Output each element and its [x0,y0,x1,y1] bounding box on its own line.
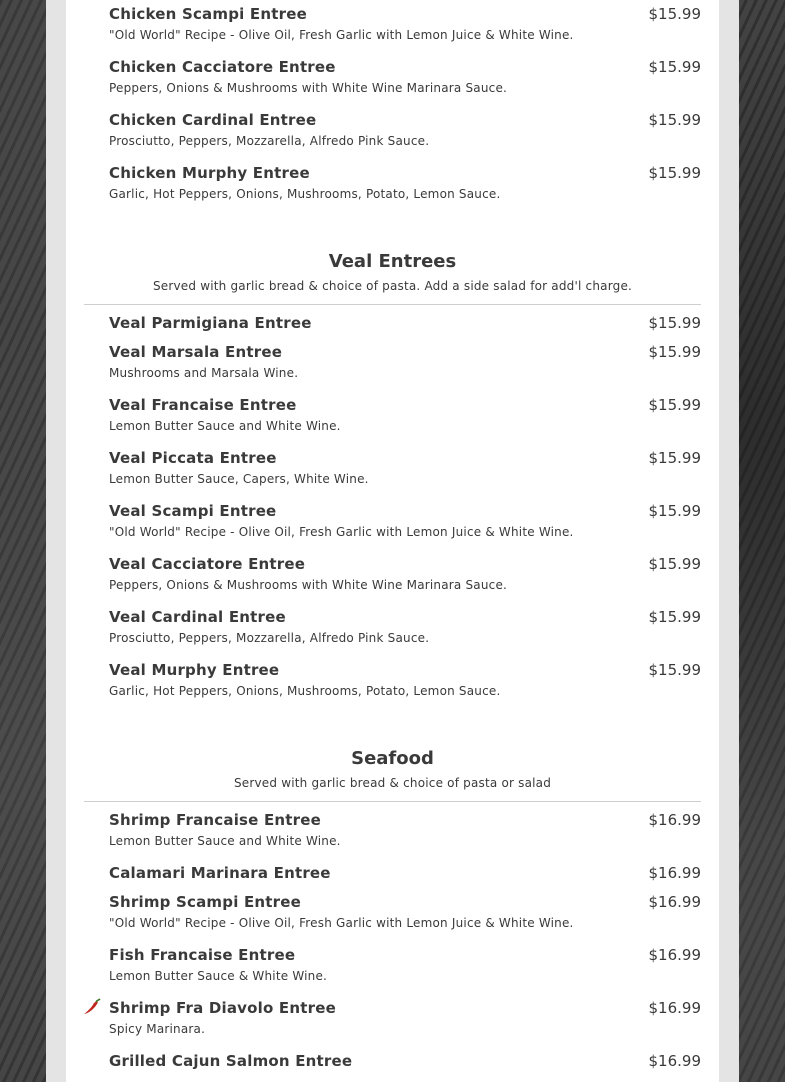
item-name: Chicken Cacciatore Entree [109,58,336,76]
item-description: "Old World" Recipe - Olive Oil, Fresh Garlic with Lemon Juice & White Wine. [109,525,574,539]
section-title: Seafood [351,748,434,769]
menu-item[interactable] [84,501,701,540]
menu-item[interactable] [84,945,701,984]
item-price: $15.99 [648,314,701,332]
item-name: Shrimp Francaise Entree [109,811,322,829]
menu-item[interactable] [84,607,701,646]
item-price: $15.99 [648,449,701,467]
item-description: Lemon Butter Sauce and White Wine. [109,834,341,848]
menu-item[interactable] [84,342,701,381]
item-price: $15.99 [648,555,701,573]
item-price: $16.99 [648,1052,701,1070]
section-divider [84,304,701,305]
menu-item[interactable] [84,4,701,43]
item-name: Veal Parmigiana Entree [109,314,312,332]
section-divider [84,801,701,802]
item-name: Fish Francaise Entree [109,946,296,964]
item-description: Prosciutto, Peppers, Mozzarella, Alfredo Pink Sauce. [109,134,430,148]
item-name: Chicken Murphy Entree [109,164,310,182]
item-description: Garlic, Hot Peppers, Onions, Mushrooms, Potato, Lemon Sauce. [109,187,501,201]
menu-content [84,0,701,1080]
item-price: $15.99 [648,5,701,23]
item-description: Spicy Marinara. [109,1022,206,1036]
item-description: "Old World" Recipe - Olive Oil, Fresh Garlic with Lemon Juice & White Wine. [109,916,574,930]
item-description: Garlic, Hot Peppers, Onions, Mushrooms, Potato, Lemon Sauce. [109,684,501,698]
item-price: $15.99 [648,111,701,129]
item-description: "Old World" Recipe - Olive Oil, Fresh Garlic with Lemon Juice & White Wine. [109,28,574,42]
menu-item[interactable] [84,554,701,593]
menu-item[interactable] [84,810,701,849]
menu-item[interactable] [84,998,701,1037]
item-name: Veal Scampi Entree [109,502,277,520]
item-price: $16.99 [648,864,701,882]
item-price: $15.99 [648,164,701,182]
menu-item[interactable] [84,163,701,202]
menu-item[interactable] [84,448,701,487]
item-price: $16.99 [648,811,701,829]
item-description: Lemon Butter Sauce, Capers, White Wine. [109,472,369,486]
menu-item[interactable] [84,110,701,149]
item-price: $15.99 [648,396,701,414]
chili-pepper-icon [83,998,101,1016]
veal-section-header [84,251,701,294]
item-price: $15.99 [648,58,701,76]
item-price: $15.99 [648,502,701,520]
veal-items-list [84,313,701,699]
item-name: Veal Francaise Entree [109,396,297,414]
item-price: $15.99 [648,608,701,626]
section-subtitle: Served with garlic bread & choice of pasta or salad [233,776,552,790]
section-subtitle: Served with garlic bread & choice of pasta. Add a side salad for add'l charge. [152,279,633,293]
section-title: Veal Entrees [328,251,457,272]
item-name: Veal Cardinal Entree [109,608,286,626]
item-description: Lemon Butter Sauce & White Wine. [109,969,328,983]
menu-item[interactable] [84,313,701,333]
menu-item[interactable] [84,892,701,931]
item-description: Peppers, Onions & Mushrooms with White Wine Marinara Sauce. [109,578,508,592]
item-price: $16.99 [648,893,701,911]
item-description: Lemon Butter Sauce and White Wine. [109,419,341,433]
item-name: Veal Piccata Entree [109,449,277,467]
item-name: Shrimp Scampi Entree [109,893,301,911]
item-name: Veal Murphy Entree [109,661,280,679]
item-name: Grilled Cajun Salmon Entree [109,1052,353,1070]
menu-item[interactable] [84,395,701,434]
item-name: Veal Cacciatore Entree [109,555,306,573]
item-price: $15.99 [648,343,701,361]
item-name: Veal Marsala Entree [109,343,283,361]
item-name: Calamari Marinara Entree [109,864,331,882]
item-price: $15.99 [648,661,701,679]
seafood-items-list [84,810,701,1071]
menu-item[interactable] [84,57,701,96]
item-name: Chicken Cardinal Entree [109,111,317,129]
menu-item[interactable] [84,1051,701,1071]
seafood-section-header [84,748,701,791]
item-description: Peppers, Onions & Mushrooms with White Wine Marinara Sauce. [109,81,508,95]
item-description: Mushrooms and Marsala Wine. [109,366,299,380]
item-description: Prosciutto, Peppers, Mozzarella, Alfredo Pink Sauce. [109,631,430,645]
item-name: Chicken Scampi Entree [109,5,307,23]
chicken-items-list [84,4,701,202]
menu-item[interactable] [84,660,701,699]
menu-item[interactable] [84,863,701,883]
item-name: Shrimp Fra Diavolo Entree [109,999,336,1017]
item-price: $16.99 [648,999,701,1017]
item-price: $16.99 [648,946,701,964]
